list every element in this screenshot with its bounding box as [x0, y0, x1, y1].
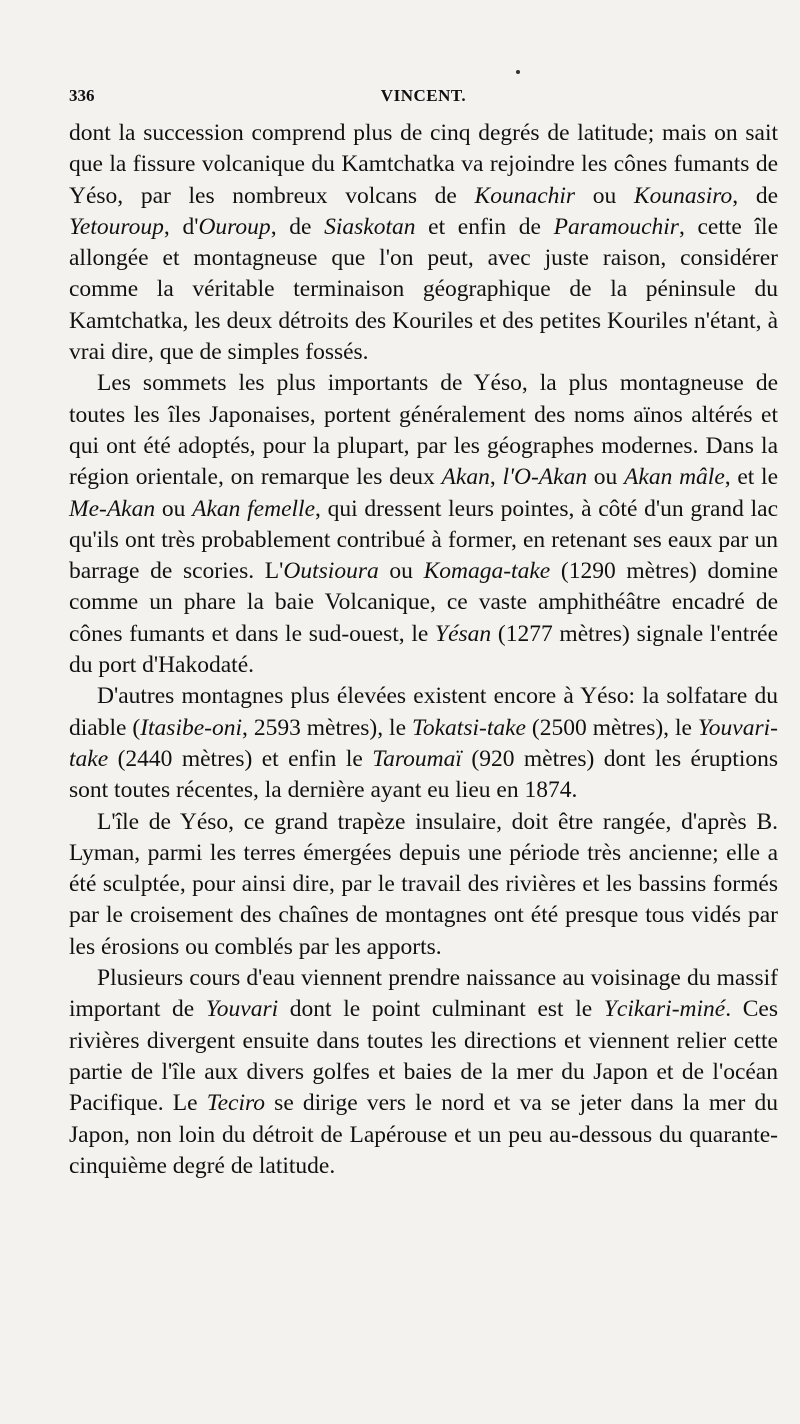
italic-term: Teciro — [206, 1090, 266, 1117]
italic-term: Taroumaï — [372, 745, 462, 772]
italic-term: Ouroup — [198, 213, 271, 240]
text-run: ou — [587, 464, 625, 491]
text-run: , de — [270, 213, 325, 240]
text-run: , — [489, 464, 503, 491]
text-run: ou — [575, 182, 634, 209]
text-run: Plusieurs cours d'eau viennent prendre naissance au voisinage du massif important de — [69, 965, 778, 1023]
text-run: , 2593 mètres), le — [242, 714, 412, 741]
italic-term: Youvari-take — [69, 714, 778, 772]
paragraph — [69, 963, 778, 1182]
italic-term: Tokatsi-take — [411, 714, 526, 741]
paragraph — [69, 807, 778, 963]
italic-term: Siaskotan — [324, 213, 416, 240]
italic-term: Youvari — [205, 996, 279, 1023]
running-head: VINCENT. — [380, 86, 467, 105]
italic-term: Yetouroup — [69, 213, 164, 240]
text-run: (920 mètres) dont les éruptions sont toutes récentes, la dernière ayant eu lieu en 1874. — [69, 745, 778, 804]
page-number: 336 — [69, 86, 95, 105]
text-run: (1277 mètres) signale l'entrée du port d'Hakodaté. — [69, 620, 779, 679]
text-run: , d' — [163, 213, 199, 240]
text-run: Les sommets les plus importants de Yéso, la plus montagneuse de toutes les îles Japonaises, portent généralement des noms aïnos altérés et qui ont été adoptés, pour la plupart, par les géographes modernes. Dans la région orientale, on remarque les deux — [69, 370, 778, 491]
text-run: se dirige vers le nord et va se jeter dans la mer du Japon, non loin du détroit de Lapérouse et un peu au-dessous du quarante-cinquième degré de latitude. — [69, 1090, 779, 1179]
italic-term: Yésan — [435, 620, 492, 647]
italic-term: Kounasiro — [633, 182, 733, 209]
paragraph — [69, 681, 778, 806]
italic-term: Akan mâle — [624, 464, 725, 491]
text-run: , qui dressent leurs pointes, à côté d'un grand lac qu'ils ont très probablement contribué à former, en retenant ses eaux par un barrage de scories. L' — [69, 495, 779, 585]
italic-term: l'O-Akan — [502, 464, 588, 491]
italic-term: Outsioura — [283, 558, 379, 585]
text-run: et enfin de — [415, 213, 554, 240]
text-run: L'île de Yéso, ce grand trapèze insulaire, doit être rangée, d'après B. Lyman, parmi les terres émergées depuis une période très ancienne; elle a été sculptée, pour ainsi dire, par le travail des rivières et les bassins formés par le croisement des chaînes de montagnes ont été presque tous vidés par les érosions ou comblés par les apports. — [69, 808, 778, 960]
italic-term: Komaga-take — [423, 558, 551, 585]
printing-mark — [516, 70, 520, 74]
italic-term: Kounachir — [474, 182, 576, 209]
text-run: D'autres montagnes plus élevées existent encore à Yéso: la solfatare du diable ( — [69, 683, 778, 741]
italic-term: Me-Akan — [69, 495, 156, 522]
body-text — [69, 118, 778, 1182]
text-run: ou — [378, 558, 424, 585]
text-run: , et le — [724, 464, 779, 491]
text-run: (2440 mètres) et enfin le — [108, 745, 373, 772]
italic-term: Akan femelle — [192, 495, 316, 522]
italic-term: Akan — [441, 464, 490, 491]
text-run: . Ces rivières divergent ensuite dans toutes les directions et viennent relier cette partie de l'île aux divers golfes et baies de la mer du Japon et de l'océan Pacifique. Le — [69, 996, 778, 1117]
italic-term: Itasibe-oni — [140, 714, 243, 741]
italic-term: Paramouchir — [553, 213, 679, 240]
italic-term: Ycikari-miné — [603, 996, 726, 1023]
page-header — [69, 86, 778, 110]
text-run: dont la succession comprend plus de cinq degrés de latitude; mais on sait que la fissure volcanique du Kamtchatka va rejoindre les cônes fumants de Yéso, par les nombreux volcans de — [69, 120, 778, 209]
text-run: (1290 mètres) domine comme un phare la baie Volcanique, ce vaste amphithéâtre encadré de cônes fumants et dans le sud-ouest, le — [69, 558, 779, 647]
text-run: (2500 mètres), le — [525, 714, 698, 741]
paragraph — [69, 368, 778, 681]
text-run: , de — [732, 182, 779, 209]
text-run: ou — [155, 495, 193, 522]
text-run: dont le point culminant est le — [278, 996, 604, 1023]
text-run: , cette île allongée et montagneuse que l'on peut, avec juste raison, considérer comme la véritable terminaison géographique de la péninsule du Kamtchatka, les deux détroits des Kouriles et des petites Kouriles n'étant, à vrai dire, que de simples fossés. — [69, 213, 778, 366]
paragraph — [69, 118, 778, 368]
